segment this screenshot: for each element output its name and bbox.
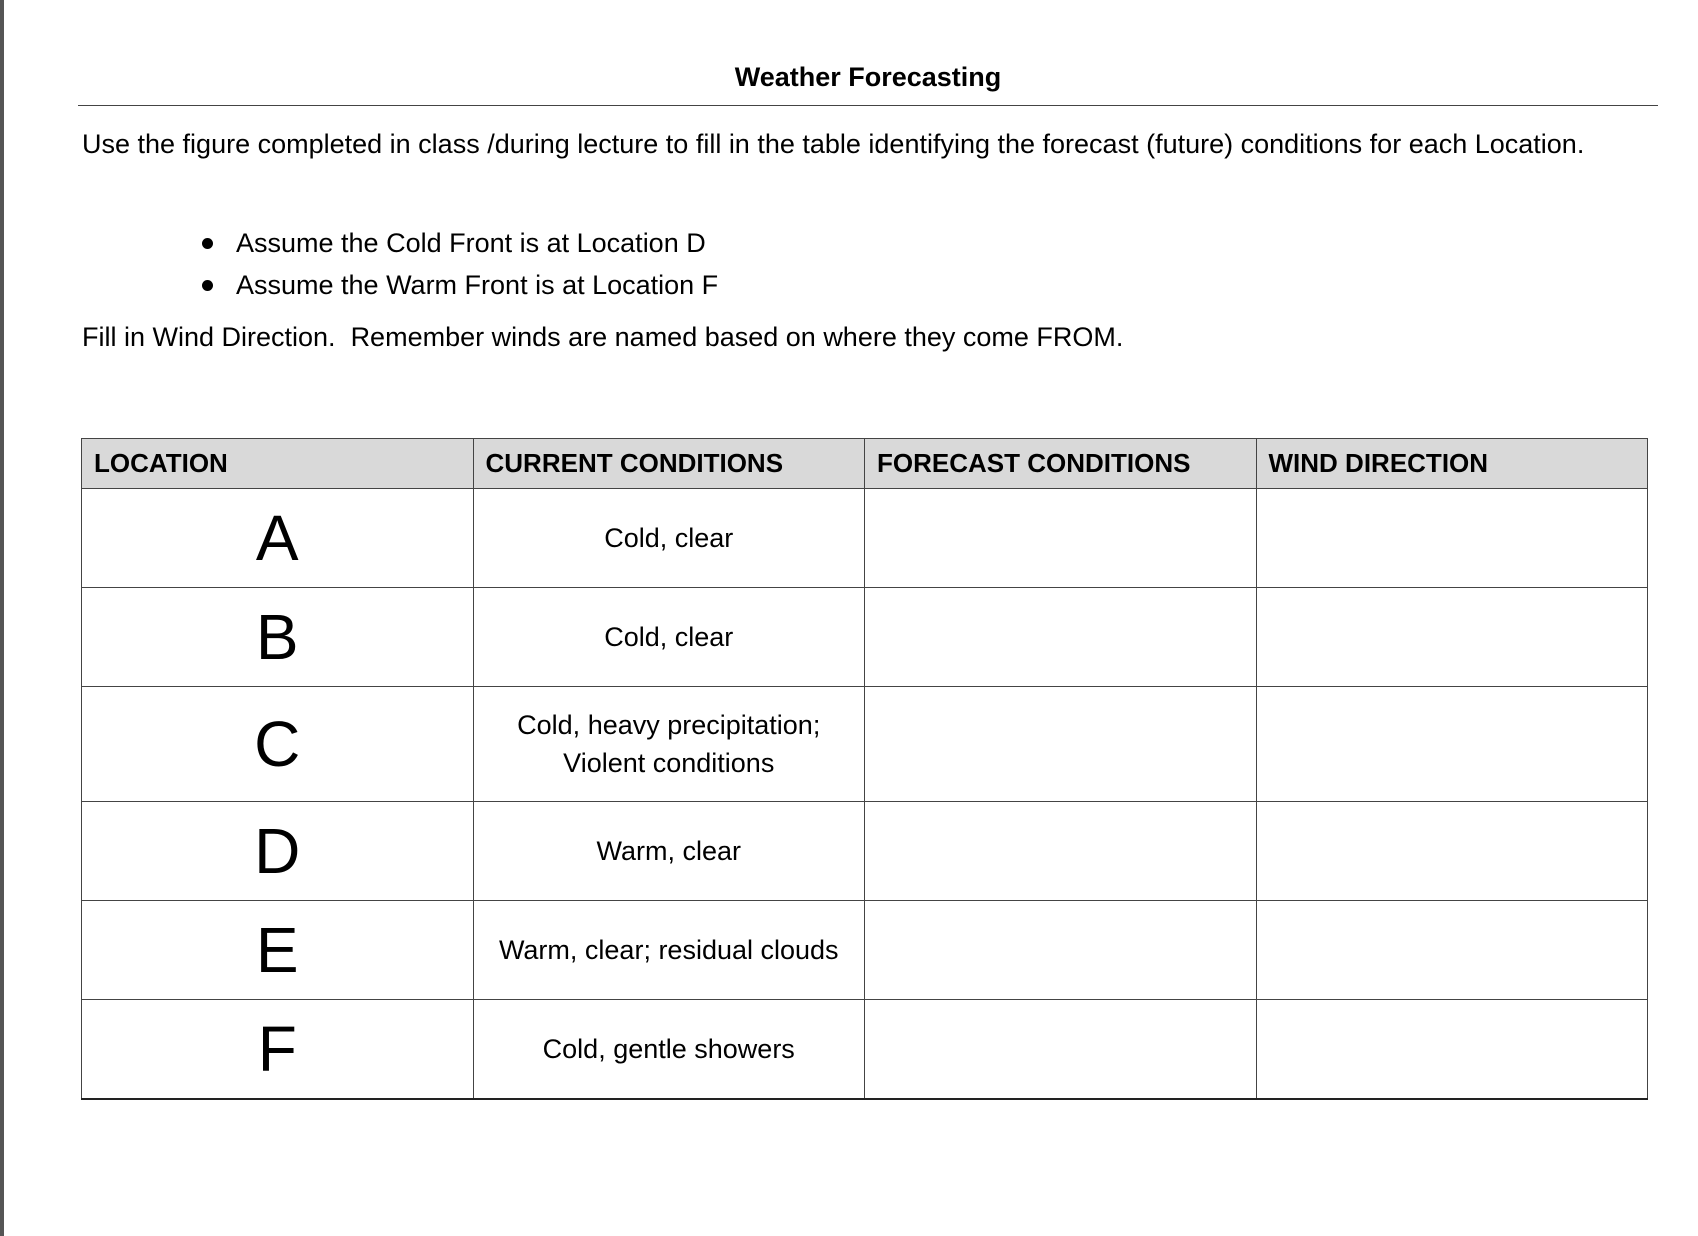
current-conditions-cell <box>473 588 865 687</box>
page-title: Weather Forecasting <box>734 62 1002 92</box>
table-row <box>82 687 1648 802</box>
header-location: LOCATION <box>82 439 474 489</box>
table-row <box>82 802 1648 901</box>
current-conditions-text: Warm, clear <box>596 836 741 866</box>
list-item <box>194 264 718 306</box>
wind-direction-cell[interactable] <box>1256 901 1648 1000</box>
location-cell: F <box>82 1000 474 1100</box>
intro-paragraph: Use the figure completed in class /during lecture to fill in the table identifying the forecast (future) conditions for each Location. <box>82 129 1585 159</box>
current-conditions-cell <box>473 489 865 588</box>
current-conditions-cell <box>473 687 865 802</box>
current-conditions-text: Warm, clear; residual clouds <box>498 935 839 965</box>
wind-direction-cell[interactable] <box>1256 489 1648 588</box>
location-cell: E <box>82 901 474 1000</box>
current-conditions-text: Cold, clear <box>604 622 734 652</box>
current-conditions-text: Violent conditions <box>563 748 775 778</box>
forecast-conditions-cell[interactable] <box>865 489 1257 588</box>
current-conditions-cell <box>473 1000 865 1100</box>
current-conditions-cell <box>473 901 865 1000</box>
bullet-icon <box>202 280 213 291</box>
location-cell: B <box>82 588 474 687</box>
header-forecast-conditions: FORECAST CONDITIONS <box>865 439 1257 489</box>
table-row <box>82 489 1648 588</box>
wind-direction-cell[interactable] <box>1256 588 1648 687</box>
wind-direction-cell[interactable] <box>1256 802 1648 901</box>
location-cell: A <box>82 489 474 588</box>
table-row <box>82 901 1648 1000</box>
page-left-border <box>0 0 4 1236</box>
table-row <box>82 588 1648 687</box>
assumption-list <box>194 222 718 306</box>
wind-direction-cell[interactable] <box>1256 687 1648 802</box>
forecast-conditions-cell[interactable] <box>865 901 1257 1000</box>
title-divider <box>78 105 1658 106</box>
bullet-text: Assume the Cold Front is at Location D <box>236 228 706 258</box>
wind-instruction: Fill in Wind Direction. Remember winds are named based on where they come FROM. <box>82 322 1124 352</box>
forecast-table <box>81 438 1648 1100</box>
forecast-conditions-cell[interactable] <box>865 588 1257 687</box>
current-conditions-text: Cold, clear <box>604 523 734 553</box>
table-header-row <box>82 439 1648 489</box>
list-item <box>194 222 718 264</box>
bullet-text: Assume the Warm Front is at Location F <box>236 270 719 300</box>
location-cell: C <box>82 687 474 802</box>
wind-direction-cell[interactable] <box>1256 1000 1648 1100</box>
forecast-conditions-cell[interactable] <box>865 1000 1257 1100</box>
current-conditions-text: Cold, heavy precipitation; <box>517 710 821 740</box>
table-row <box>82 1000 1648 1100</box>
location-cell: D <box>82 802 474 901</box>
forecast-conditions-cell[interactable] <box>865 687 1257 802</box>
header-wind-direction: WIND DIRECTION <box>1256 439 1648 489</box>
forecast-conditions-cell[interactable] <box>865 802 1257 901</box>
header-current-conditions: CURRENT CONDITIONS <box>473 439 865 489</box>
current-conditions-text: Cold, gentle showers <box>542 1034 795 1064</box>
current-conditions-cell <box>473 802 865 901</box>
bullet-icon <box>202 238 213 249</box>
